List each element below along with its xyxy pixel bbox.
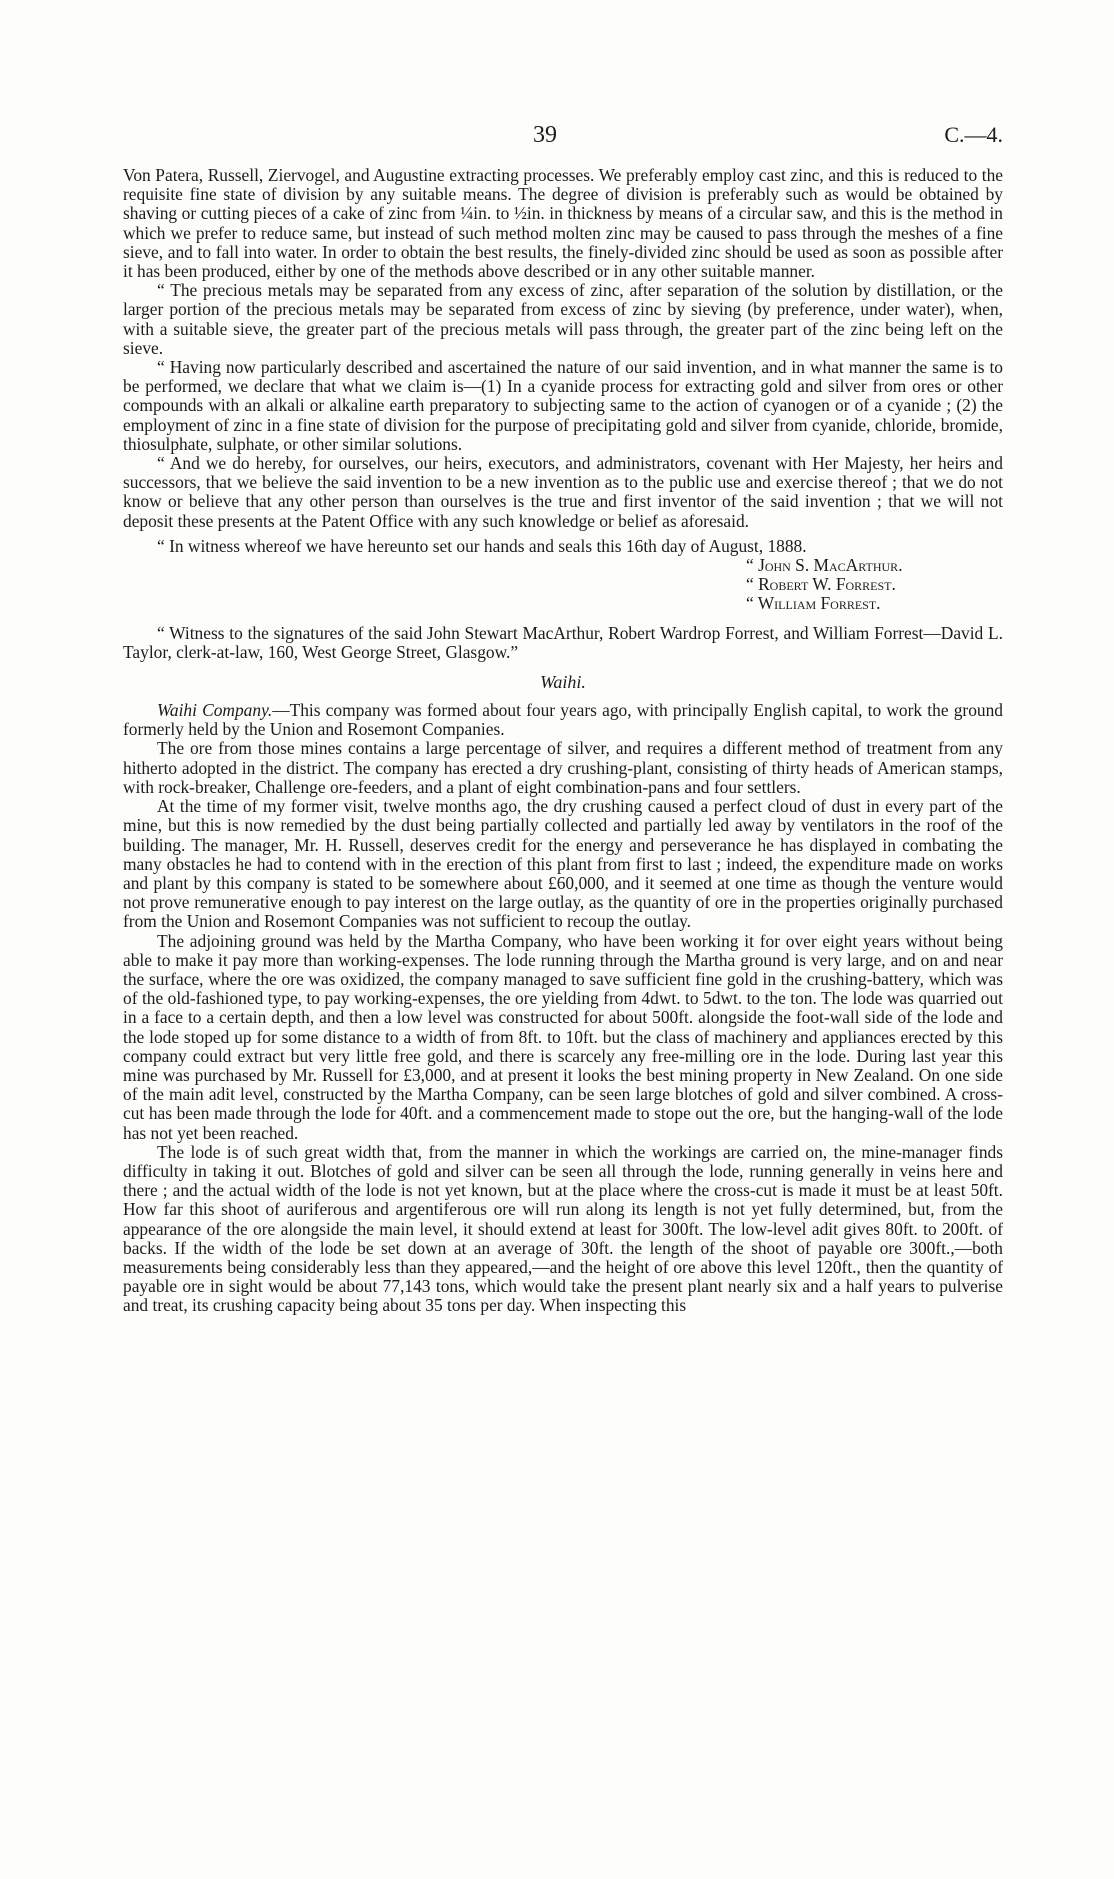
witness-statement: “ Witness to the signatures of the said John Stewart MacArthur, Robert Wardrop Forrest, and William Forrest—David L. Taylor, clerk-at-law, 160, West George Street, Glasgow.” (123, 622, 1003, 662)
paragraph (123, 701, 1003, 739)
paragraph: “ Having now particularly described and ascertained the nature of our said invention, and in what manner the same is to be performed, we declare that what we claim is—(1) In a cyanide process for extracting gold and silver from ores or other compounds with an alkali or alkaline earth preparatory to subjecting same to the action of cyanogen or of a cyanide ; (2) the employment of zinc in a fine state of division for the purpose of precipitating gold and silver from cyanide, chloride, bromide, thiosulphate, sulphate, or other similar solutions. (123, 357, 1003, 454)
witness-clause: “ In witness whereof we have hereunto set our hands and seals this 16th day of August, 1888. (157, 535, 807, 556)
paragraph: The adjoining ground was held by the Martha Company, who have been working it for over eight years without being able to make it pay more than working-expenses. The lode running through the Martha ground is very large, and on and near the surface, where the ore was oxidized, the company managed to save sufficient fine gold in the crushing-battery, which was of the old-fashioned type, to pay working-expenses, the ore yielding from 4dwt. to 5dwt. to the ton. The lode was quarried out in a face to a certain depth, and then a low level was constructed for about 500ft. alongside the foot-wall side of the lode and the lode stoped up for some distance to a width of from 8ft. to 10ft. but the class of machinery and appliances erected by this company could extract but very little free gold, and there is scarcely any free-milling ore in the lode. During last year this mine was purchased by Mr. Russell for £3,000, and at present it looks the best mining property in New Zealand. On one side of the main adit level, constructed by the Martha Company, can be seen large blotches of gold and silver combined. A cross-cut has been made through the lode for 40ft. and a commencement made to stope out the ore, but the hanging-wall of the lode has not yet been reached. (123, 930, 1003, 1143)
document-reference: C.—4. (944, 122, 1003, 147)
paragraph-text: —This company was formed about four years ago, with principally English capital, to work the ground formerly held by the Union and Rosemont Companies. (123, 700, 1003, 740)
paragraph: “ The precious metals may be separated from any excess of zinc, after separation of the solution by distillation, or the larger portion of the precious metals may be separated from excess of zinc by sieving (by preference, under water), when, with a suitable sieve, the greater part of the precious metals will pass through, the greater part of the zinc being left on the sieve. (123, 280, 1003, 358)
signature-line: “ John S. MacArthur. (746, 555, 903, 576)
section-title: Waihi. (540, 672, 586, 693)
paragraph: At the time of my former visit, twelve months ago, the dry crushing caused a perfect cloud of dust in every part of the mine, but this is now remedied by the dust being partially collected and partially led away by ventilators in the roof of the building. The manager, Mr. H. Russell, deserves credit for the energy and perseverance he has displayed in combating the many obstacles he had to contend with in the erection of this plant from first to last ; indeed, the expenditure made on works and plant by this company is stated to be somewhere about £60,000, and it seemed at one time as though the venture would not prove remunerative enough to pay interest on the large outlay, as the quantity of ore in the properties originally purchased from the Union and Rosemont Companies was not sufficient to recoup the outlay. (123, 796, 1003, 932)
signature-line: “ Robert W. Forrest. (746, 574, 896, 595)
page-number: 39 (533, 122, 557, 148)
paragraph: Von Patera, Russell, Ziervogel, and Augustine extracting processes. We preferably employ cast zinc, and this is reduced to the requisite fine state of division by any suitable means. The degree of division is preferably such as would be obtained by shaving or cutting pieces of a cake of zinc from ¼in. to ½in. in thickness by means of a circular saw, and this is the method in which we prefer to reduce same, but instead of such method molten zinc may be caused to pass through the meshes of a fine sieve, and to fall into water. In order to obtain the best results, the finely-divided zinc should be used as soon as possible after it has been produced, either by one of the methods above described or in any other suitable manner. (123, 165, 1003, 282)
document-page (123, 122, 1003, 1316)
paragraph: The ore from those mines contains a large percentage of silver, and requires a different method of treatment from any hitherto adopted in the district. The company has erected a dry crushing-plant, consisting of thirty heads of American stamps, with rock-breaker, Challenge ore-feeders, and a plant of eight combination-pans and four settlers. (123, 738, 1003, 797)
signature-line: “ William Forrest. (746, 593, 881, 614)
paragraph: The lode is of such great width that, from the manner in which the workings are carried on, the mine-manager finds difficulty in taking it out. Blotches of gold and silver can be seen all through the lode, running generally in veins here and there ; and the actual width of the lode is not yet known, but at the place where the cross-cut is made it must be at least 50ft. How far this shoot of auriferous and argentiferous ore will run along its length is not yet fully determined, but, from the appearance of the ore alongside the main level, it should extend at least for 300ft. The low-level adit gives 80ft. to 200ft. of backs. If the width of the lode be set down at an average of 30ft. the length of the shoot of payable ore 300ft.,—both measurements being considerably less than they appeared,—and the height of ore above this level 120ft., then the quantity of payable ore in sight would be about 77,143 tons, which would take the present plant nearly six and a half years to pulverise and treat, its crushing capacity being about 35 tons per day. When inspecting this (123, 1141, 1003, 1316)
page-header (123, 122, 1003, 166)
paragraph: “ And we do hereby, for ourselves, our heirs, executors, and administrators, covenant with Her Majesty, her heirs and successors, that we believe the said invention to be a new invention as to the public use and exercise thereof ; that we do not know or believe that any other person than ourselves is the true and first inventor of the said invention ; that we will not deposit these presents at the Patent Office with any such knowledge or belief as aforesaid. (123, 453, 1003, 531)
company-name: Waihi Company. (157, 700, 273, 721)
